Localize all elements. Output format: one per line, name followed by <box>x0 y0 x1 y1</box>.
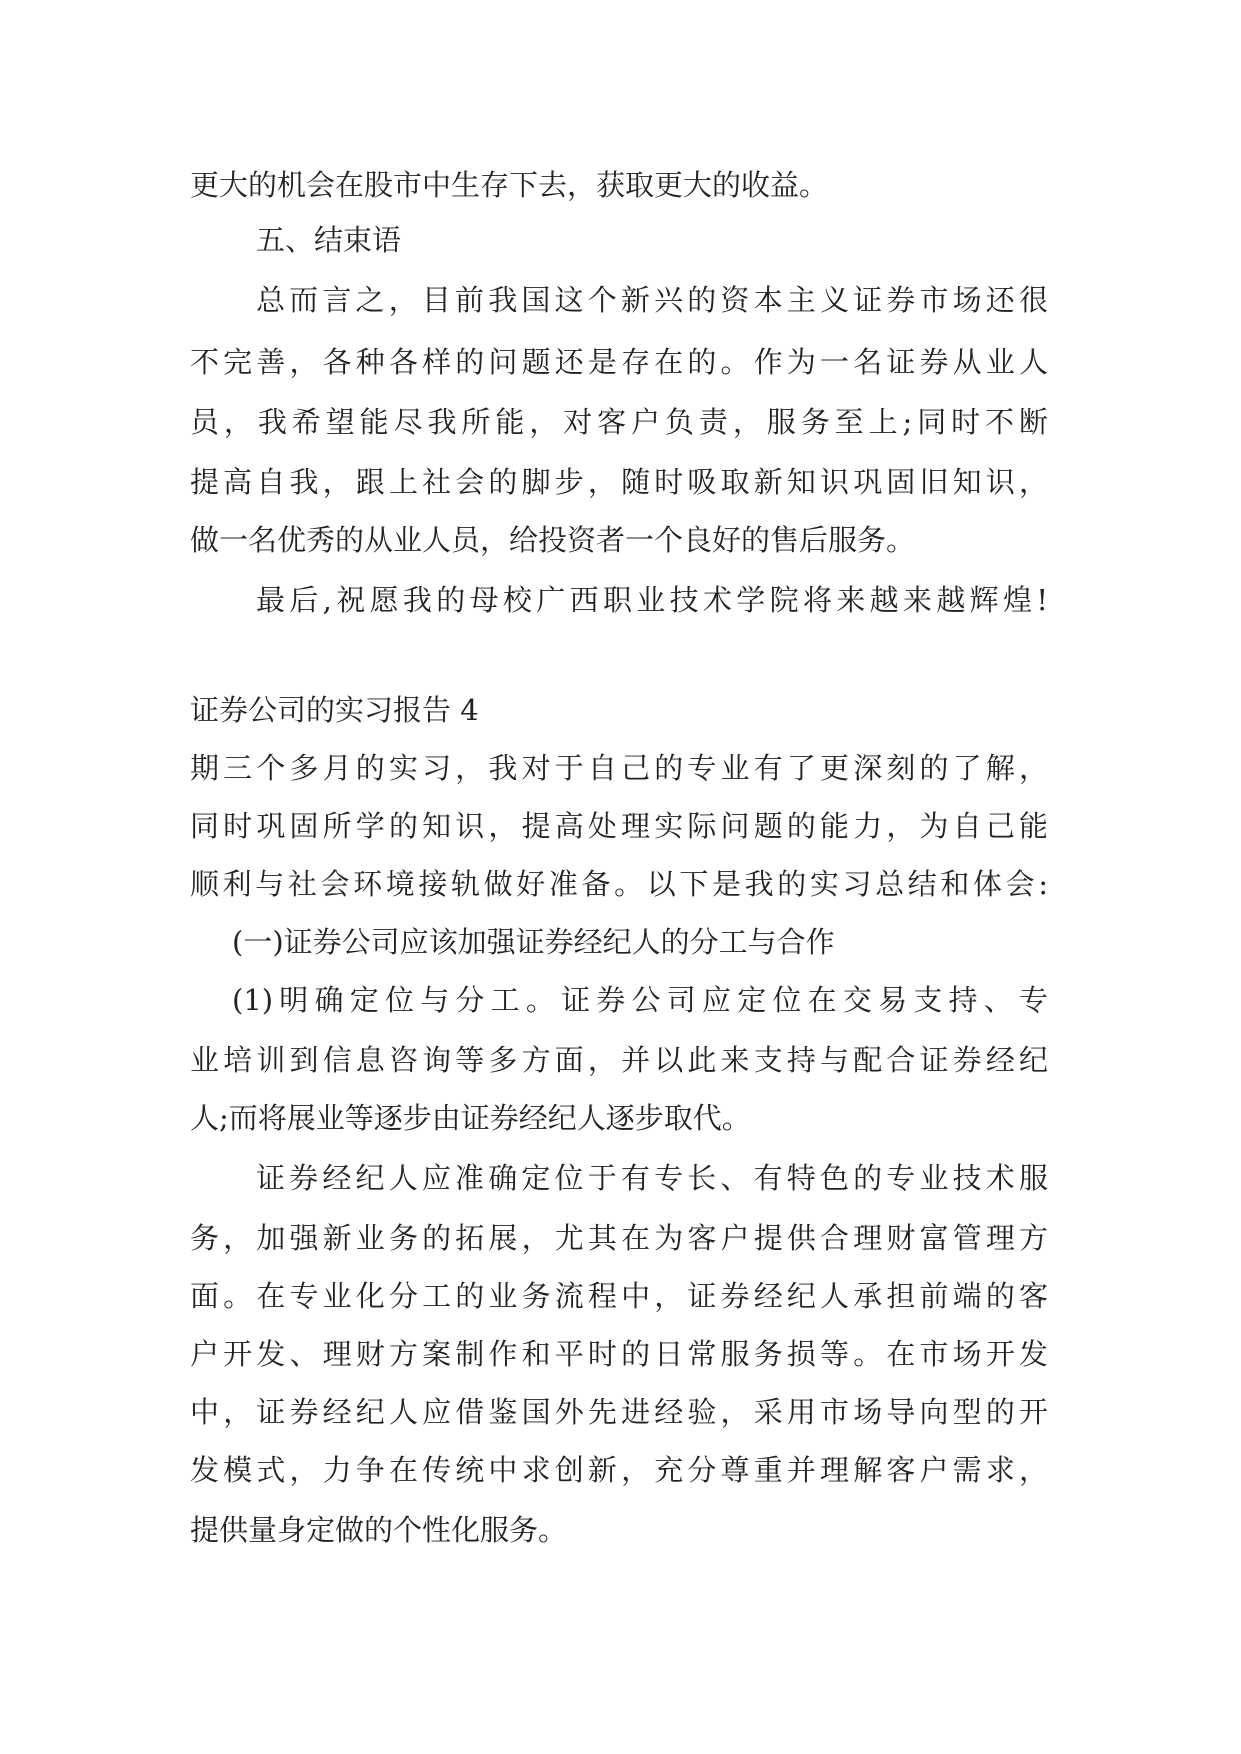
paragraph-line: 更大的机会在股市中生存下去，获取更大的收益。 <box>190 168 829 202</box>
paragraph-line: 同时巩固所学的知识，提高处理实际问题的能力，为自己能 <box>190 809 1048 843</box>
section-heading: 五、结束语 <box>256 223 402 257</box>
paragraph-line: 人;而将展业等逐步由证券经纪人逐步取代。 <box>190 1101 751 1135</box>
paragraph-line: 中，证券经纪人应借鉴国外先进经验，采用市场导向型的开 <box>190 1395 1048 1429</box>
subsection-heading: (一)证券公司应该加强证券经纪人的分工与合作 <box>232 925 835 959</box>
paragraph-line: 面。在专业化分工的业务流程中，证券经纪人承担前端的客 <box>190 1279 1048 1313</box>
paragraph-line: 证券经纪人应准确定位于有专长、有特色的专业技术服 <box>256 1161 1048 1195</box>
paragraph-line: 做一名优秀的从业人员，给投资者一个良好的售后服务。 <box>190 523 916 557</box>
paragraph-line: 发模式，力争在传统中求创新，充分尊重并理解客户需求， <box>190 1453 1048 1487</box>
paragraph-line: 业培训到信息咨询等多方面，并以此来支持与配合证券经纪 <box>190 1043 1048 1077</box>
paragraph-line: 提高自我，跟上社会的脚步，随时吸取新知识巩固旧知识， <box>190 465 1048 499</box>
paragraph-line: 员，我希望能尽我所能，对客户负责，服务至上;同时不断 <box>190 405 1048 439</box>
paragraph-line: 总而言之，目前我国这个新兴的资本主义证券市场还很 <box>256 283 1048 317</box>
paragraph-line: 最后,祝愿我的母校广西职业技术学院将来越来越辉煌! <box>256 583 1048 617</box>
paragraph-line: (1)明确定位与分工。证券公司应定位在交易支持、专 <box>232 983 1048 1017</box>
paragraph-line: 不完善，各种各样的问题还是存在的。作为一名证券从业人 <box>190 345 1048 379</box>
paragraph-line: 务，加强新业务的拓展，尤其在为客户提供合理财富管理方 <box>190 1221 1048 1255</box>
paragraph-line: 户开发、理财方案制作和平时的日常服务损等。在市场开发 <box>190 1337 1048 1371</box>
paragraph-line: 顺利与社会环境接轨做好准备。以下是我的实习总结和体会: <box>190 867 1048 901</box>
report-title: 证券公司的实习报告 4 <box>190 693 479 727</box>
paragraph-line: 提供量身定做的个性化服务。 <box>190 1513 568 1547</box>
paragraph-line: 期三个多月的实习，我对于自己的专业有了更深刻的了解， <box>190 751 1048 785</box>
